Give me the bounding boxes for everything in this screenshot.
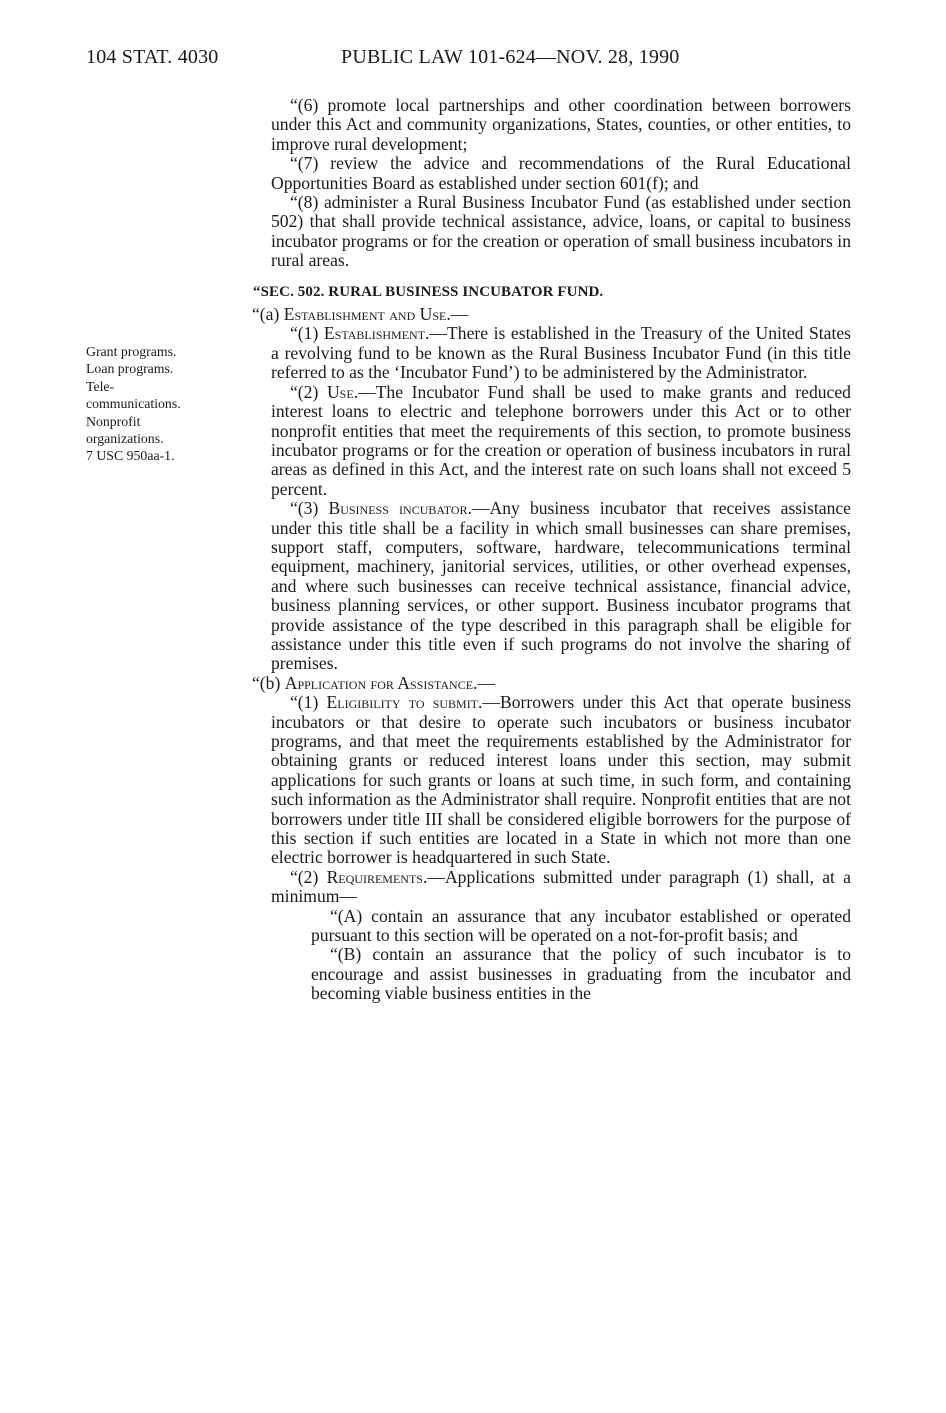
paragraph-a3-text: .—Any business incubator that receives assistance under this title shall be a facility in which small businesses can share premises, support staff, computers, software, hardware, telecommunications terminal equipment, machinery, janitorial services, utilities, or other overhead expenses, and where such businesses can receive technical assistance, financial advice, business planning services, or other support. Business incubator programs that provide assistance of the type described in this paragraph shall be eligible for assistance under this title even if such programs do not involve the sharing of premises. [271, 498, 851, 674]
margin-note: 7 USC 950aa-1. [86, 448, 175, 464]
subparagraph-B: “(B) contain an assurance that the policy of such incubator is to encourage and assist businesses in graduating from the incubator and becoming viable business entities in the [311, 944, 851, 1004]
subsection-b-title: Application for Assistance [284, 672, 474, 693]
paragraph-b1-heading: Eligibility to submit [326, 692, 479, 713]
paragraph-a3-heading: Business incubator [328, 498, 468, 519]
paragraph-a1 [271, 324, 851, 382]
subsection-a-prefix: “(a) [252, 304, 284, 325]
subsection-b-suffix: .— [473, 672, 496, 693]
margin-note: Loan programs. [86, 361, 174, 377]
paragraph-8: “(8) administer a Rural Business Incubator Fund (as established under section 502) that shall provide technical assistance, advice, loans, or capital to business incubator programs or for the creation or operation of small business incubators in rural areas. [271, 192, 851, 271]
paragraph-a2 [271, 383, 851, 499]
subsection-a-heading [252, 305, 851, 324]
margin-note: communications. [86, 396, 181, 412]
paragraph-b2-prefix: “(2) [290, 866, 327, 887]
paragraph-b2-heading: Requirements [326, 866, 423, 887]
section-heading: “SEC. 502. RURAL BUSINESS INCUBATOR FUND. [253, 283, 604, 300]
paragraph-a1-prefix: “(1) [290, 323, 324, 344]
page-stat-number: 104 STAT. 4030 [86, 46, 219, 68]
paragraph-b2 [271, 868, 851, 907]
margin-notes [86, 343, 246, 465]
margin-note: Tele- [86, 378, 115, 394]
subsection-b-prefix: “(b) [252, 672, 285, 693]
paragraph-a2-heading: Use [326, 381, 354, 402]
margin-note: organizations. [86, 431, 164, 447]
paragraph-b2-text: .—Applications submitted under paragraph (1) shall, at a minimum— [271, 866, 851, 907]
law-text-body [252, 95, 851, 1004]
subsection-a-suffix: .— [446, 304, 469, 325]
paragraph-a3 [271, 499, 851, 674]
paragraph-a1-heading: Establishment [323, 323, 426, 344]
subsection-b-heading [252, 674, 851, 693]
paragraph-a2-prefix: “(2) [290, 381, 327, 402]
paragraph-6: “(6) promote local partnerships and other coordination between borrowers under this Act and community organizations, States, counties, or other entities, to improve rural development; [271, 95, 851, 154]
paragraph-b1-text: .—Borrowers under this Act that operate business incubators or that desire to operate such incubators or business incubator programs, and that meet the requirements established by the Administrator for obtaining grants or reduced interest loans under this section, may submit applications for such grants or loans at such time, in such form, and containing such information as the Administrator shall require. Nonprofit entities that are not borrowers under title III shall be considered eligible borrowers for the purpose of this section if such entities are located in a State in which not more than one electric borrower is headquartered in such State. [271, 692, 851, 868]
paragraph-a1-text: .—There is established in the Treasury of the United States a revolving fund to be known as the Rural Business Incubator Fund (in this title referred to as the ‘Incubator Fund’) to be administered by the Administrator. [271, 323, 851, 383]
running-header: PUBLIC LAW 101-624—NOV. 28, 1990 [341, 46, 680, 68]
subparagraph-A: “(A) contain an assurance that any incubator established or operated pursuant to this section will be operated on a not-for-profit basis; and [311, 905, 851, 946]
paragraph-b1-prefix: “(1) [290, 692, 327, 713]
paragraph-a2-text: .—The Incubator Fund shall be used to make grants and reduced interest loans to electric and telephone borrowers under this Act or to other nonprofit entities that meet the requirements of this section, to promote business incubator programs or for the creation or operation of business incubators in rural areas as defined in this Act, and the interest rate on such loans shall not exceed 5 percent. [271, 381, 851, 499]
margin-note: Grant programs. [86, 344, 177, 359]
paragraph-b1 [271, 693, 851, 868]
subsection-a-title: Establishment and Use [283, 304, 447, 325]
margin-note: Nonprofit [86, 413, 141, 429]
paragraph-7: “(7) review the advice and recommendations of the Rural Educational Opportunities Board as established under section 601(f); and [271, 153, 851, 193]
paragraph-a3-prefix: “(3) [290, 498, 329, 519]
